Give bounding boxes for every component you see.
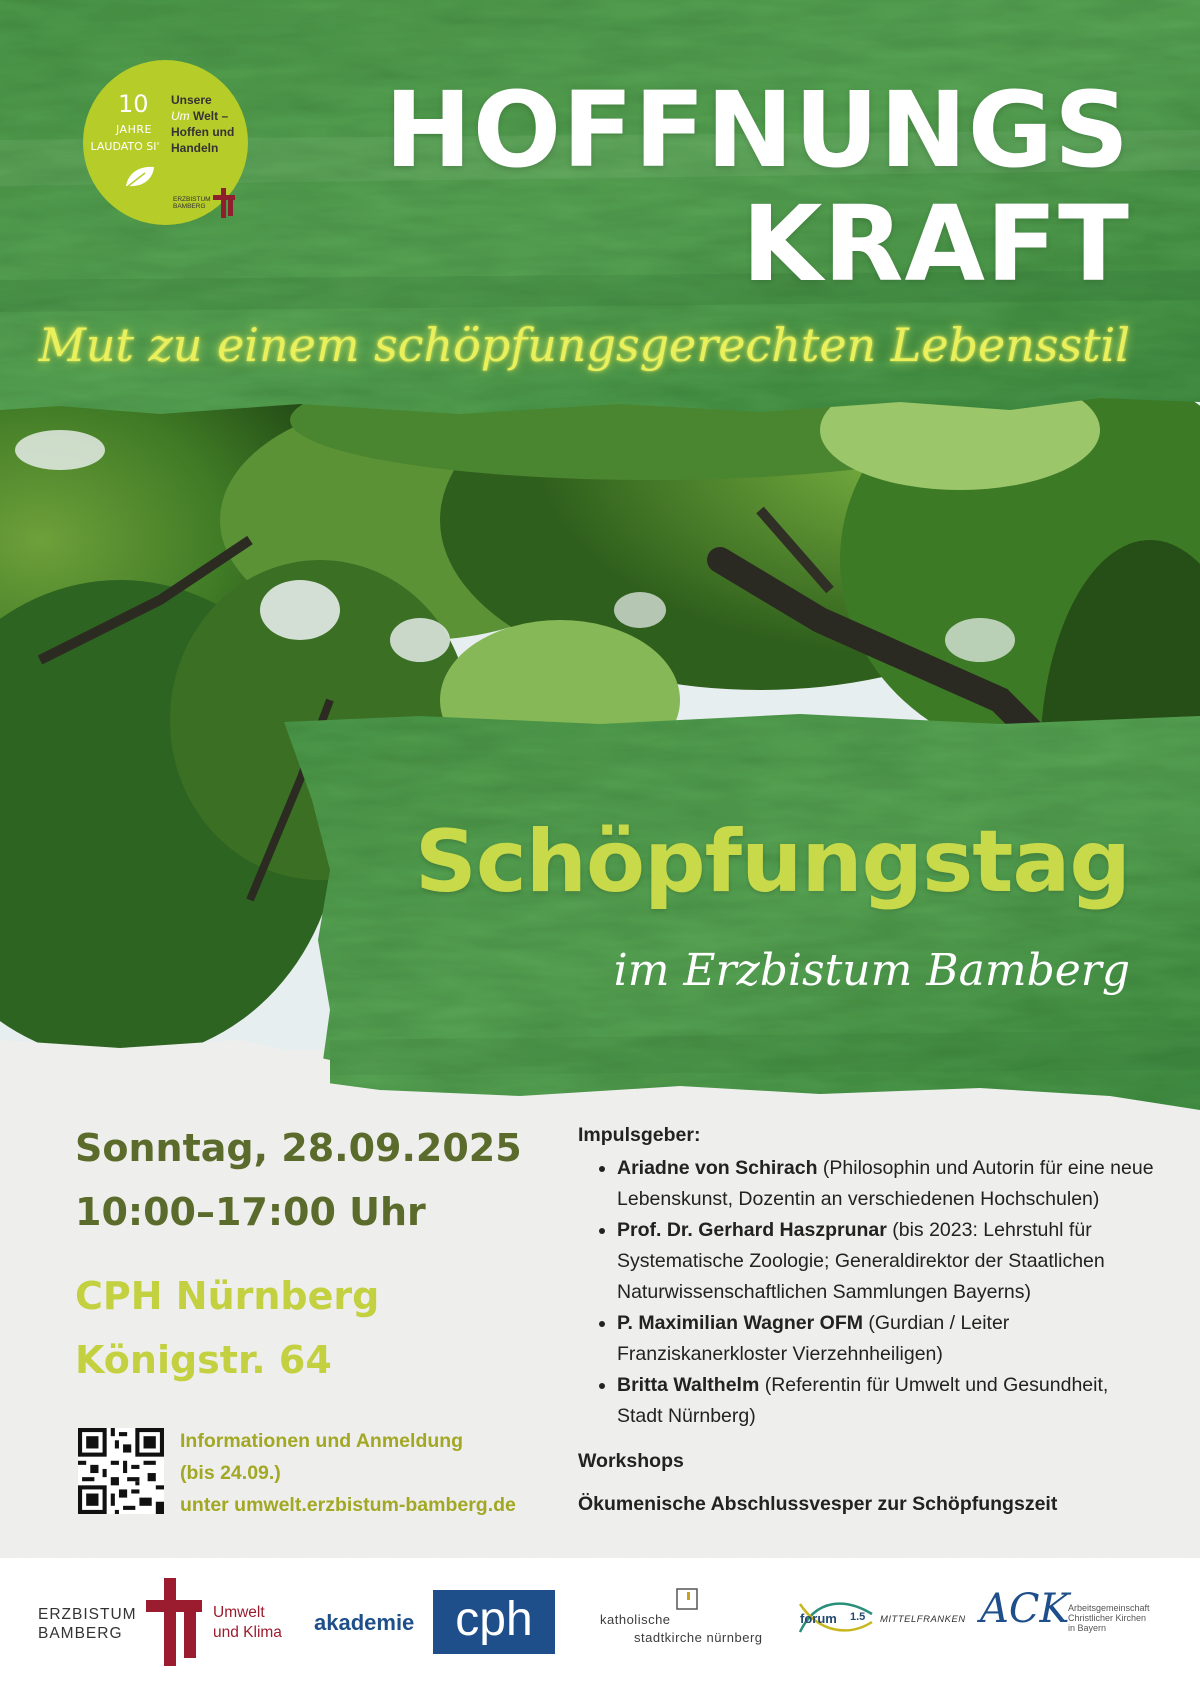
program-heading: Impulsgeber: [578,1124,701,1146]
badge-org: ERZBISTUM BAMBERG [173,196,211,210]
event-subtitle: im Erzbistum Bamberg [613,945,1130,996]
erzbistum-logo-text: ERZBISTUM BAMBERG [38,1606,137,1642]
ack-logo-text: ACK [980,1586,1070,1632]
kath-text2: stadtkirche nürnberg [634,1630,763,1645]
umwelt-klima-text: Umwelt und Klima [213,1604,282,1641]
workshops: Workshops [578,1450,684,1472]
badge-um: Um [171,109,190,123]
kath-text1: katholische [600,1612,671,1627]
forum-number: 1.5 [850,1611,866,1623]
badge-laudato: LAUDATO SI' [90,140,160,153]
header-subtitle: Mut zu einem schöpfungsgerechten Lebensstil [38,318,1130,372]
laudato-si-badge [83,60,248,225]
registration-link[interactable]: unter umwelt.erzbistum-bamberg.de [180,1494,516,1516]
paper-torn-edge [0,1040,330,1120]
title-line1: HOFFNUNGS [384,69,1130,191]
badge-number: 10 [118,90,149,118]
erzbistum-cross-icon [146,1578,202,1666]
event-time: 10:00–17:00 Uhr [75,1190,426,1234]
cph-logo: cph [433,1590,555,1654]
info-line2: (bis 24.09.) [180,1462,281,1484]
info-line1: Informationen und Anmeldung [180,1430,464,1452]
badge-years: JAHRE [116,123,152,136]
event-date: Sonntag, 28.09.2025 [75,1126,522,1170]
speaker-item: • Ariadne von Schirach (Philosophin und Autorin für eine neue Lebenskunst, Dozentin an verschiedenen Hochschulen) [617,1153,1158,1215]
forum-text: forum [800,1611,837,1626]
title-line2: KRAFT [741,183,1130,305]
program [578,1120,1158,1520]
akademie-text: akademie [314,1610,415,1635]
event-address: Königstr. 64 [75,1338,332,1382]
badge-tagline: Unsere Um Welt – Hoffen und Handeln [171,93,235,155]
qr-code[interactable] [78,1428,164,1514]
speaker-item: • P. Maximilian Wagner OFM (Gurdian / Leiter Franziskanerkloster Vierzehnheiligen) [617,1308,1158,1370]
speaker-item: • Prof. Dr. Gerhard Haszprunar (bis 2023: Lehrstuhl für Systematische Zoologie; Generaldirektor der Staatlichen Naturwissenschaftlichen Sammlungen Bayerns) [617,1215,1158,1308]
event-venue: CPH Nürnberg [75,1274,380,1318]
speaker-list [578,1153,1158,1432]
stadtkirche-icon [676,1588,698,1610]
leaf-icon [123,164,157,190]
speaker-item: • Britta Walthelm (Referentin für Umwelt und Gesundheit, Stadt Nürnberg) [617,1370,1158,1432]
cross-logo-icon [213,188,235,218]
event-title: Schöpfungstag [414,812,1130,912]
ack-description: Arbeitsgemeinschaft Christlicher Kirchen in Bayern [1068,1603,1150,1633]
closing-vesper: Ökumenische Abschlussvesper zur Schöpfungszeit [578,1493,1058,1515]
partner-footer [0,1558,1200,1698]
forum-region: MITTELFRANKEN [880,1614,966,1625]
